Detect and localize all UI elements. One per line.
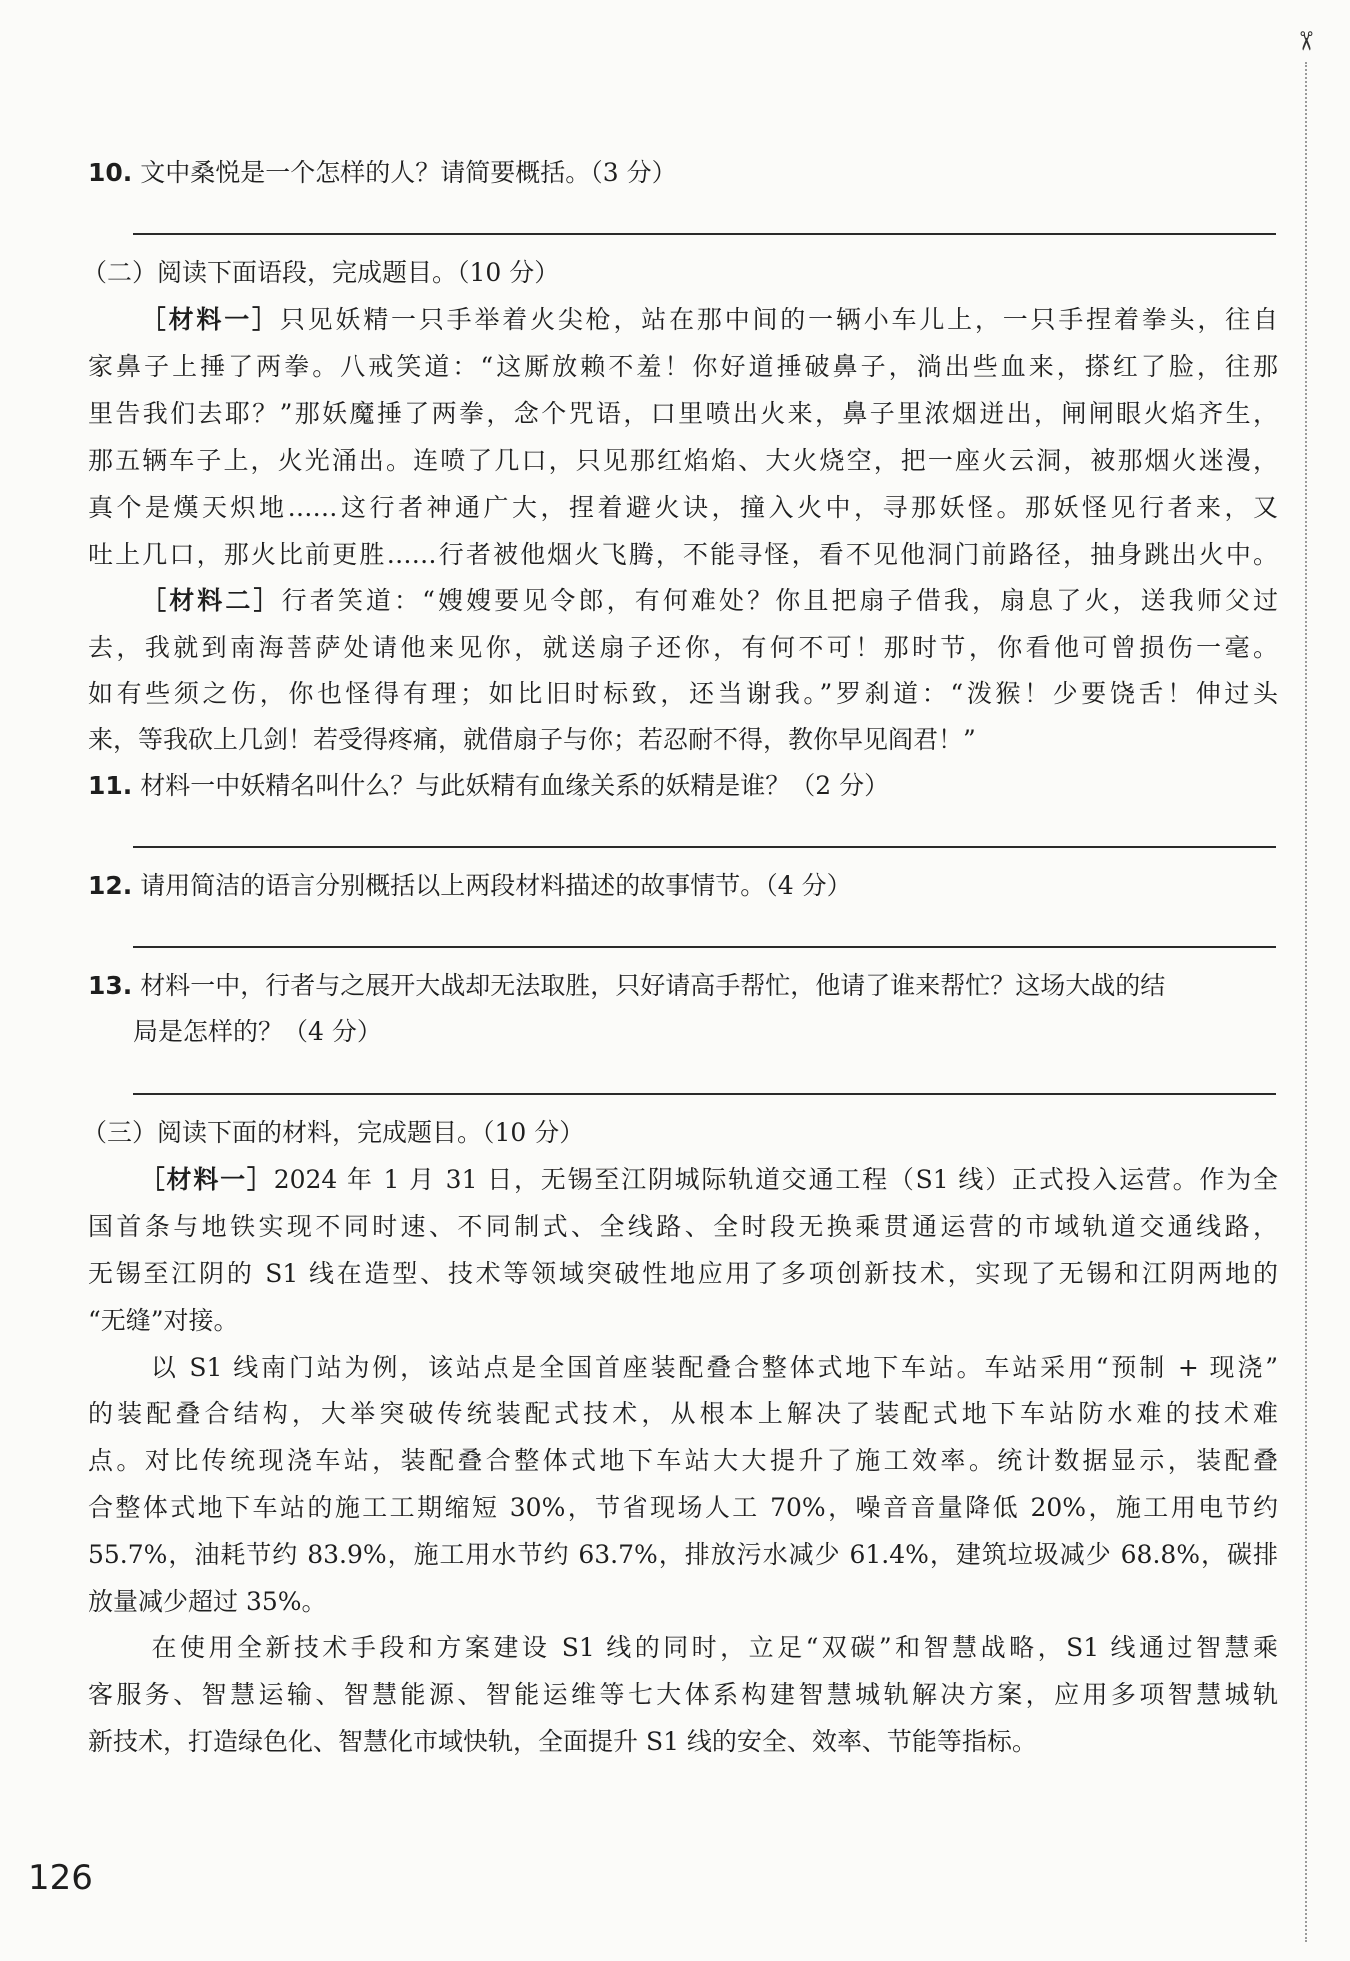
paragraph-line: 去，我就到南海菩萨处请他来见你，就送扇子还你，有何不可！那时节，你看他可曾损伤一毫。: [88, 633, 1278, 662]
material-tag: ［材料一］: [138, 305, 280, 334]
answer-line[interactable]: [133, 946, 1276, 948]
answer-line[interactable]: [133, 846, 1276, 848]
paragraph-line: 里告我们去耶？”那妖魔捶了两拳，念个咒语，口里喷出火来，鼻子里浓烟迸出，闸闸眼火焰齐生，: [88, 399, 1278, 428]
question-number: 13.: [88, 971, 133, 1000]
question-10: [88, 153, 1278, 193]
question-text: 请用简洁的语言分别概括以上两段材料描述的故事情节。（4 分）: [132, 871, 852, 900]
page-number: 126: [28, 1858, 93, 1898]
paragraph-line: 以 S1 线南门站为例，该站点是全国首座装配叠合整体式地下车站。车站采用“预制 + 现浇”: [148, 1353, 1278, 1382]
paragraph-line: ［材料一］2024 年 1 月 31 日，无锡至江阴城际轨道交通工程（S1 线）正式投入运营。作为全: [138, 1165, 1278, 1194]
paragraph-line: 那五辆车子上，火光涌出。连喷了几口，只见那红焰焰、大火烧空，把一座火云洞，被那烟火迷漫，: [88, 446, 1278, 475]
question-number: 10.: [88, 158, 133, 187]
material-tag: ［材料二］: [138, 586, 282, 615]
paragraph-line: 新技术，打造绿色化、智慧化市域快轨，全面提升 S1 线的安全、效率、节能等指标。: [88, 1727, 1037, 1756]
question-number: 12.: [88, 871, 133, 900]
paragraph-line: “无缝”对接。: [88, 1306, 239, 1335]
question-text: 材料一中，行者与之展开大战却无法取胜，只好请高手帮忙，他请了谁来帮忙？这场大战的结: [132, 971, 1166, 1000]
section-heading: （二）阅读下面语段，完成题目。（10 分）: [82, 258, 560, 287]
paragraph-line: 合整体式地下车站的施工工期缩短 30%，节省现场人工 70%，噪音音量降低 20%，施工用电节约: [88, 1493, 1278, 1522]
answer-line[interactable]: [133, 1093, 1276, 1095]
question-11: [88, 766, 1278, 806]
answer-line[interactable]: [133, 233, 1276, 235]
material-tag: ［材料一］: [138, 1165, 274, 1194]
paragraph-line: 无锡至江阴的 S1 线在造型、技术等领域突破性地应用了多项创新技术，实现了无锡和江阴两地的: [88, 1259, 1278, 1288]
paragraph-line: ［材料二］行者笑道：“嫂嫂要见令郎，有何难处？你且把扇子借我，扇息了火，送我师父过: [138, 586, 1278, 615]
paragraph-line: 真个是熯天炽地……这行者神通广大，捏着避火诀，撞入火中，寻那妖怪。那妖怪见行者来，又: [88, 493, 1278, 522]
paragraph-line: 放量减少超过 35%。: [88, 1587, 327, 1616]
paragraph-line: 家鼻子上捶了两拳。八戒笑道：“这厮放赖不羞！你好道捶破鼻子，淌出些血来，搽红了脸，往那: [88, 352, 1278, 381]
paragraph-line: 55.7%，油耗节约 83.9%，施工用水节约 63.7%，排放污水减少 61.4%，建筑垃圾减少 68.8%，碳排: [88, 1540, 1278, 1569]
paragraph-line: 如有些须之伤，你也怪得有理；如比旧时标致，还当谢我。”罗刹道：“泼猴！少要饶舌！伸过头: [88, 679, 1278, 708]
question-12: [88, 866, 1278, 906]
paragraph-line: 国首条与地铁实现不同时速、不同制式、全线路、全时段无换乘贯通运营的市域轨道交通线路，: [88, 1212, 1278, 1241]
scissors-icon: ✂: [1290, 30, 1320, 52]
paragraph-line: ［材料一］只见妖精一只手举着火尖枪，站在那中间的一辆小车儿上，一只手捏着拳头，往自: [138, 305, 1278, 334]
paragraph-line: 客服务、智慧运输、智慧能源、智能运维等七大体系构建智慧城轨解决方案，应用多项智慧城轨: [88, 1680, 1278, 1709]
question-number: 11.: [88, 771, 133, 800]
paragraph-line: 来，等我砍上几剑！若受得疼痛，就借扇子与你；若忍耐不得，教你早见阎君！”: [88, 725, 976, 754]
paragraph-line: 吐上几口，那火比前更胜……行者被他烟火飞腾，不能寻怪，看不见他洞门前路径，抽身跳出火中。: [88, 540, 1278, 569]
paragraph-line: 点。对比传统现浇车站，装配叠合整体式地下车站大大提升了施工效率。统计数据显示，装配叠: [88, 1446, 1278, 1475]
question-13: [88, 966, 1278, 1006]
paragraph-line: 的装配叠合结构，大举突破传统装配式技术，从根本上解决了装配式地下车站防水难的技术难: [88, 1399, 1278, 1428]
section-heading: （三）阅读下面的材料，完成题目。（10 分）: [82, 1118, 585, 1147]
paragraph-line: 在使用全新技术手段和方案建设 S1 线的同时，立足“双碳”和智慧战略，S1 线通过智慧乘: [148, 1633, 1278, 1662]
question-text: 文中桑悦是一个怎样的人？请简要概括。（3 分）: [132, 158, 677, 187]
question-text-continued: 局是怎样的？（4 分）: [133, 1017, 382, 1046]
question-text: 材料一中妖精名叫什么？与此妖精有血缘关系的妖精是谁？（2 分）: [132, 771, 890, 800]
cut-line: [1305, 62, 1307, 1942]
